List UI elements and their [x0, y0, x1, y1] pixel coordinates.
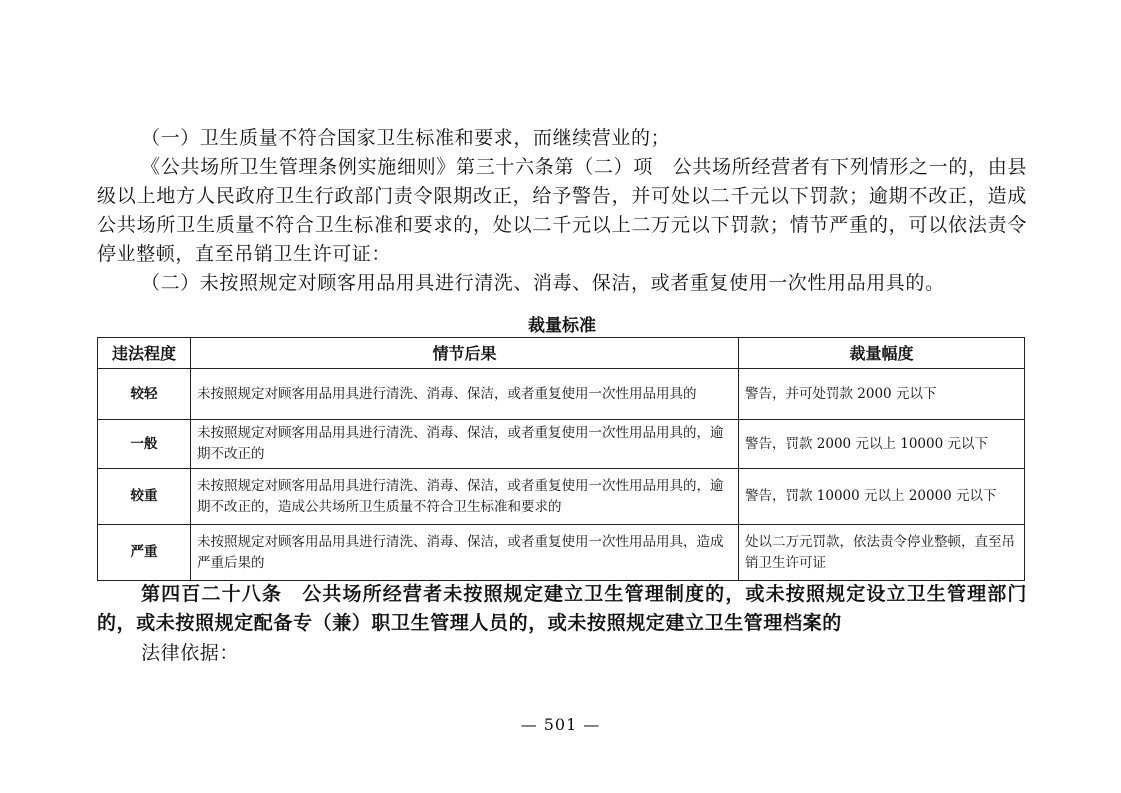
legal-basis-label: 法律依据：: [141, 642, 240, 664]
paragraph-regulation: 《公共场所卫生管理条例实施细则》第三十六条第（二）项 公共场所经营者有下列情形之一的，由县级以上地方人民政府卫生行政部门责令限期改正，给予警告，并可处以二千元以下罚款；逾期不改正，造成公共场所卫生质量不符合卫生标准和要求的，处以二千元以上二万元以下罚款；情节严重的，可以依法责令停业整顿，直至吊销卫生许可证：: [97, 156, 1027, 265]
penalty-cell: 警告，并可处罚款 2000 元以下: [739, 369, 1025, 420]
article-428: 第四百二十八条 公共场所经营者未按照规定建立卫生管理制度的，或未按照规定设立卫生管理部门的，或未按照规定配备专（兼）职卫生管理人员的，或未按照规定建立卫生管理档案的: [97, 583, 1027, 634]
level-cell: 较重: [98, 469, 191, 525]
header-level: 违法程度: [98, 338, 191, 369]
header-penalty: 裁量幅度: [739, 338, 1025, 369]
header-circumstance: 情节后果: [191, 338, 739, 369]
paragraph-item-2: （二）未按照规定对顾客用品用具进行清洗、消毒、保洁，或者重复使用一次性用品用具的。: [141, 272, 945, 294]
penalty-cell: 警告，罚款 2000 元以上 10000 元以下: [739, 420, 1025, 469]
table-row: [98, 420, 1025, 469]
circumstance-cell: 未按照规定对顾客用品用具进行清洗、消毒、保洁，或者重复使用一次性用品用具的: [191, 369, 739, 420]
level-cell: 一般: [98, 420, 191, 469]
level-cell: 严重: [98, 525, 191, 581]
table-row: [98, 525, 1025, 581]
circumstance-cell: 未按照规定对顾客用品用具进行清洗、消毒、保洁，或者重复使用一次性用品用具的，逾期不改正的，造成公共场所卫生质量不符合卫生标准和要求的: [191, 469, 739, 525]
table-row: [98, 469, 1025, 525]
circumstance-cell: 未按照规定对顾客用品用具进行清洗、消毒、保洁，或者重复使用一次性用品用具的，逾期不改正的: [191, 420, 739, 469]
circumstance-cell: 未按照规定对顾客用品用具进行清洗、消毒、保洁，或者重复使用一次性用品用具，造成严重后果的: [191, 525, 739, 581]
penalty-cell: 处以二万元罚款，依法责令停业整顿，直至吊销卫生许可证: [739, 525, 1025, 581]
penalty-cell: 警告，罚款 10000 元以上 20000 元以下: [739, 469, 1025, 525]
page-number: — 501 —: [520, 715, 601, 734]
paragraph-item-1: （一）卫生质量不符合国家卫生标准和要求，而继续营业的；: [141, 127, 671, 149]
discretion-table: [97, 337, 1025, 581]
level-cell: 较轻: [98, 369, 191, 420]
table-row: [98, 369, 1025, 420]
table-title: 裁量标准: [528, 316, 596, 336]
table-header-row: [98, 338, 1025, 369]
